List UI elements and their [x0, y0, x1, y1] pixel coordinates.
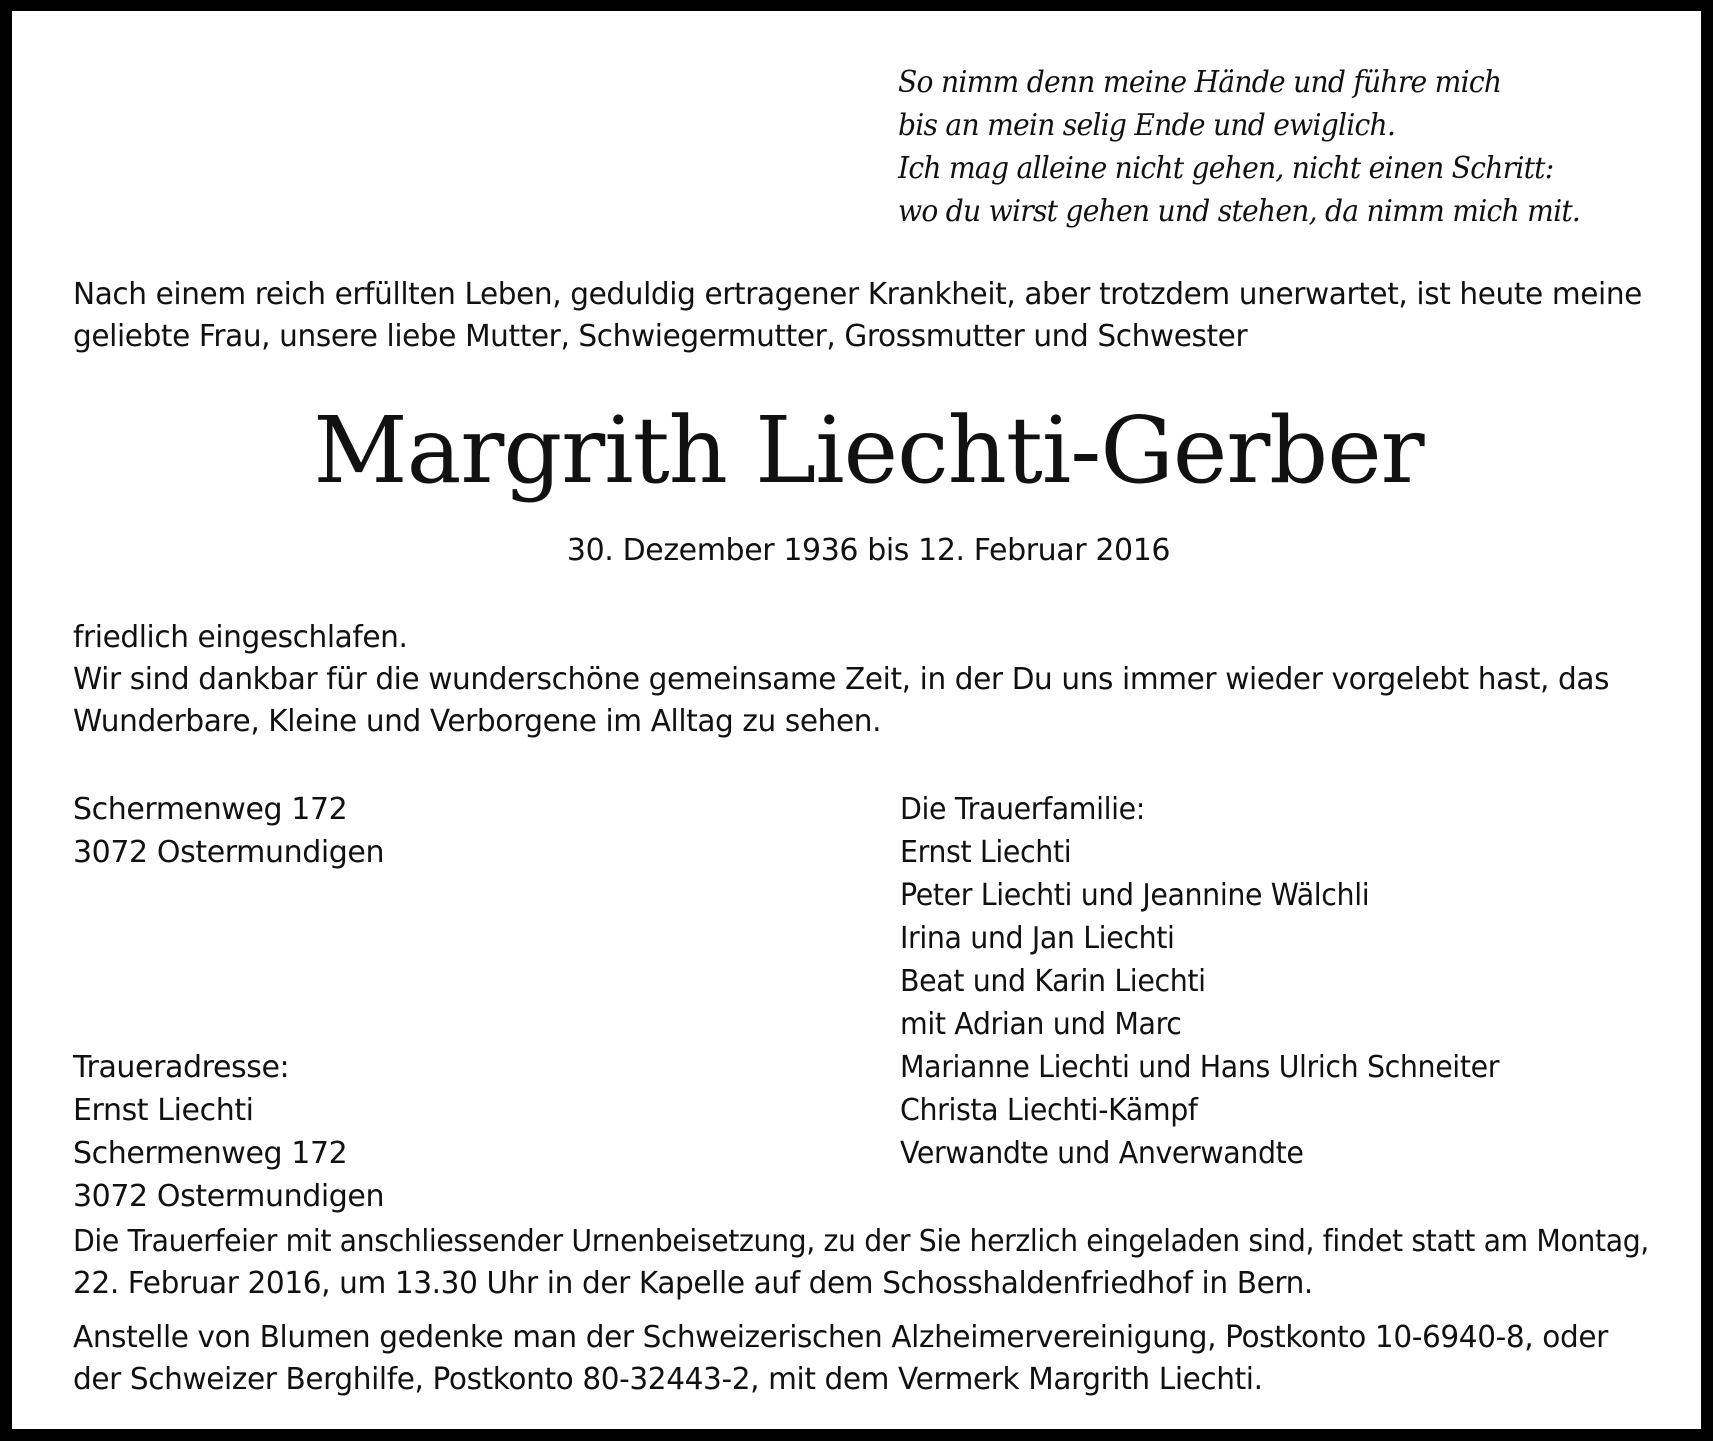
verse-line: Ich mag alleine nicht gehen, nicht einen Schritt:	[898, 151, 1554, 186]
family-heading: Die Trauerfamilie:	[900, 792, 1145, 827]
message-paragraph	[73, 617, 1673, 743]
intro-line: geliebte Frau, unsere liebe Mutter, Schwiegermutter, Grossmutter und Schwester	[73, 319, 1248, 354]
mourning-address-line: Ernst Liechti	[73, 1093, 254, 1128]
verse-quote	[898, 61, 1698, 233]
verse-line: So nimm denn meine Hände und führe mich	[898, 65, 1502, 100]
verse-line: bis an mein selig Ende und ewiglich.	[898, 108, 1396, 143]
intro-paragraph	[73, 274, 1673, 358]
family-member: mit Adrian und Marc	[900, 1007, 1182, 1042]
address-column	[73, 788, 833, 1218]
mourning-address-label: Traueradresse:	[73, 1050, 290, 1085]
family-member: Marianne Liechti und Hans Ulrich Schneiter	[900, 1050, 1500, 1085]
message-line: Wunderbare, Kleine und Verborgene im Alltag zu sehen.	[73, 704, 882, 739]
mourning-address-line: 3072 Ostermundigen	[73, 1179, 385, 1214]
message-line: Wir sind dankbar für die wunderschöne gemeinsame Zeit, in der Du uns immer wieder vorgelebt hast, das	[73, 662, 1610, 697]
life-dates: 30. Dezember 1936 bis 12. Februar 2016	[566, 533, 1171, 568]
mourning-address-line: Schermenweg 172	[73, 1136, 348, 1171]
family-member: Ernst Liechti	[900, 835, 1072, 870]
verse-line: wo du wirst gehen und stehen, da nimm mich mit.	[898, 194, 1581, 229]
column-spacer	[73, 874, 833, 1046]
family-member: Peter Liechti und Jeannine Wälchli	[900, 878, 1370, 913]
ceremony-paragraph	[73, 1221, 1673, 1305]
family-member: Verwandte und Anverwandte	[900, 1136, 1304, 1171]
address-line: Schermenweg 172	[73, 792, 348, 827]
family-list	[900, 788, 1690, 1175]
donation-paragraph	[73, 1317, 1673, 1401]
message-line: friedlich eingeschlafen.	[73, 620, 408, 655]
intro-line: Nach einem reich erfüllten Leben, geduldig ertragener Krankheit, aber trotzdem unerwartet, ist heute meine	[73, 277, 1642, 312]
donation-line: Anstelle von Blumen gedenke man der Schweizerischen Alzheimervereinigung, Postkonto 10-6940-8, oder	[73, 1320, 1608, 1355]
deceased-name: Margrith Liechti-Gerber	[313, 397, 1424, 504]
donation-line: der Schweizer Berghilfe, Postkonto 80-32443-2, mit dem Vermerk Margrith Liechti.	[73, 1362, 1263, 1397]
ceremony-line: Die Trauerfeier mit anschliessender Urnenbeisetzung, zu der Sie herzlich eingeladen sind, findet statt am Montag,	[73, 1224, 1649, 1259]
ceremony-line: 22. Februar 2016, um 13.30 Uhr in der Kapelle auf dem Schosshaldenfriedhof in Bern.	[73, 1266, 1313, 1301]
address-line: 3072 Ostermundigen	[73, 835, 385, 870]
family-member: Irina und Jan Liechti	[900, 921, 1175, 956]
family-member: Christa Liechti-Kämpf	[900, 1093, 1198, 1128]
family-member: Beat und Karin Liechti	[900, 964, 1206, 999]
